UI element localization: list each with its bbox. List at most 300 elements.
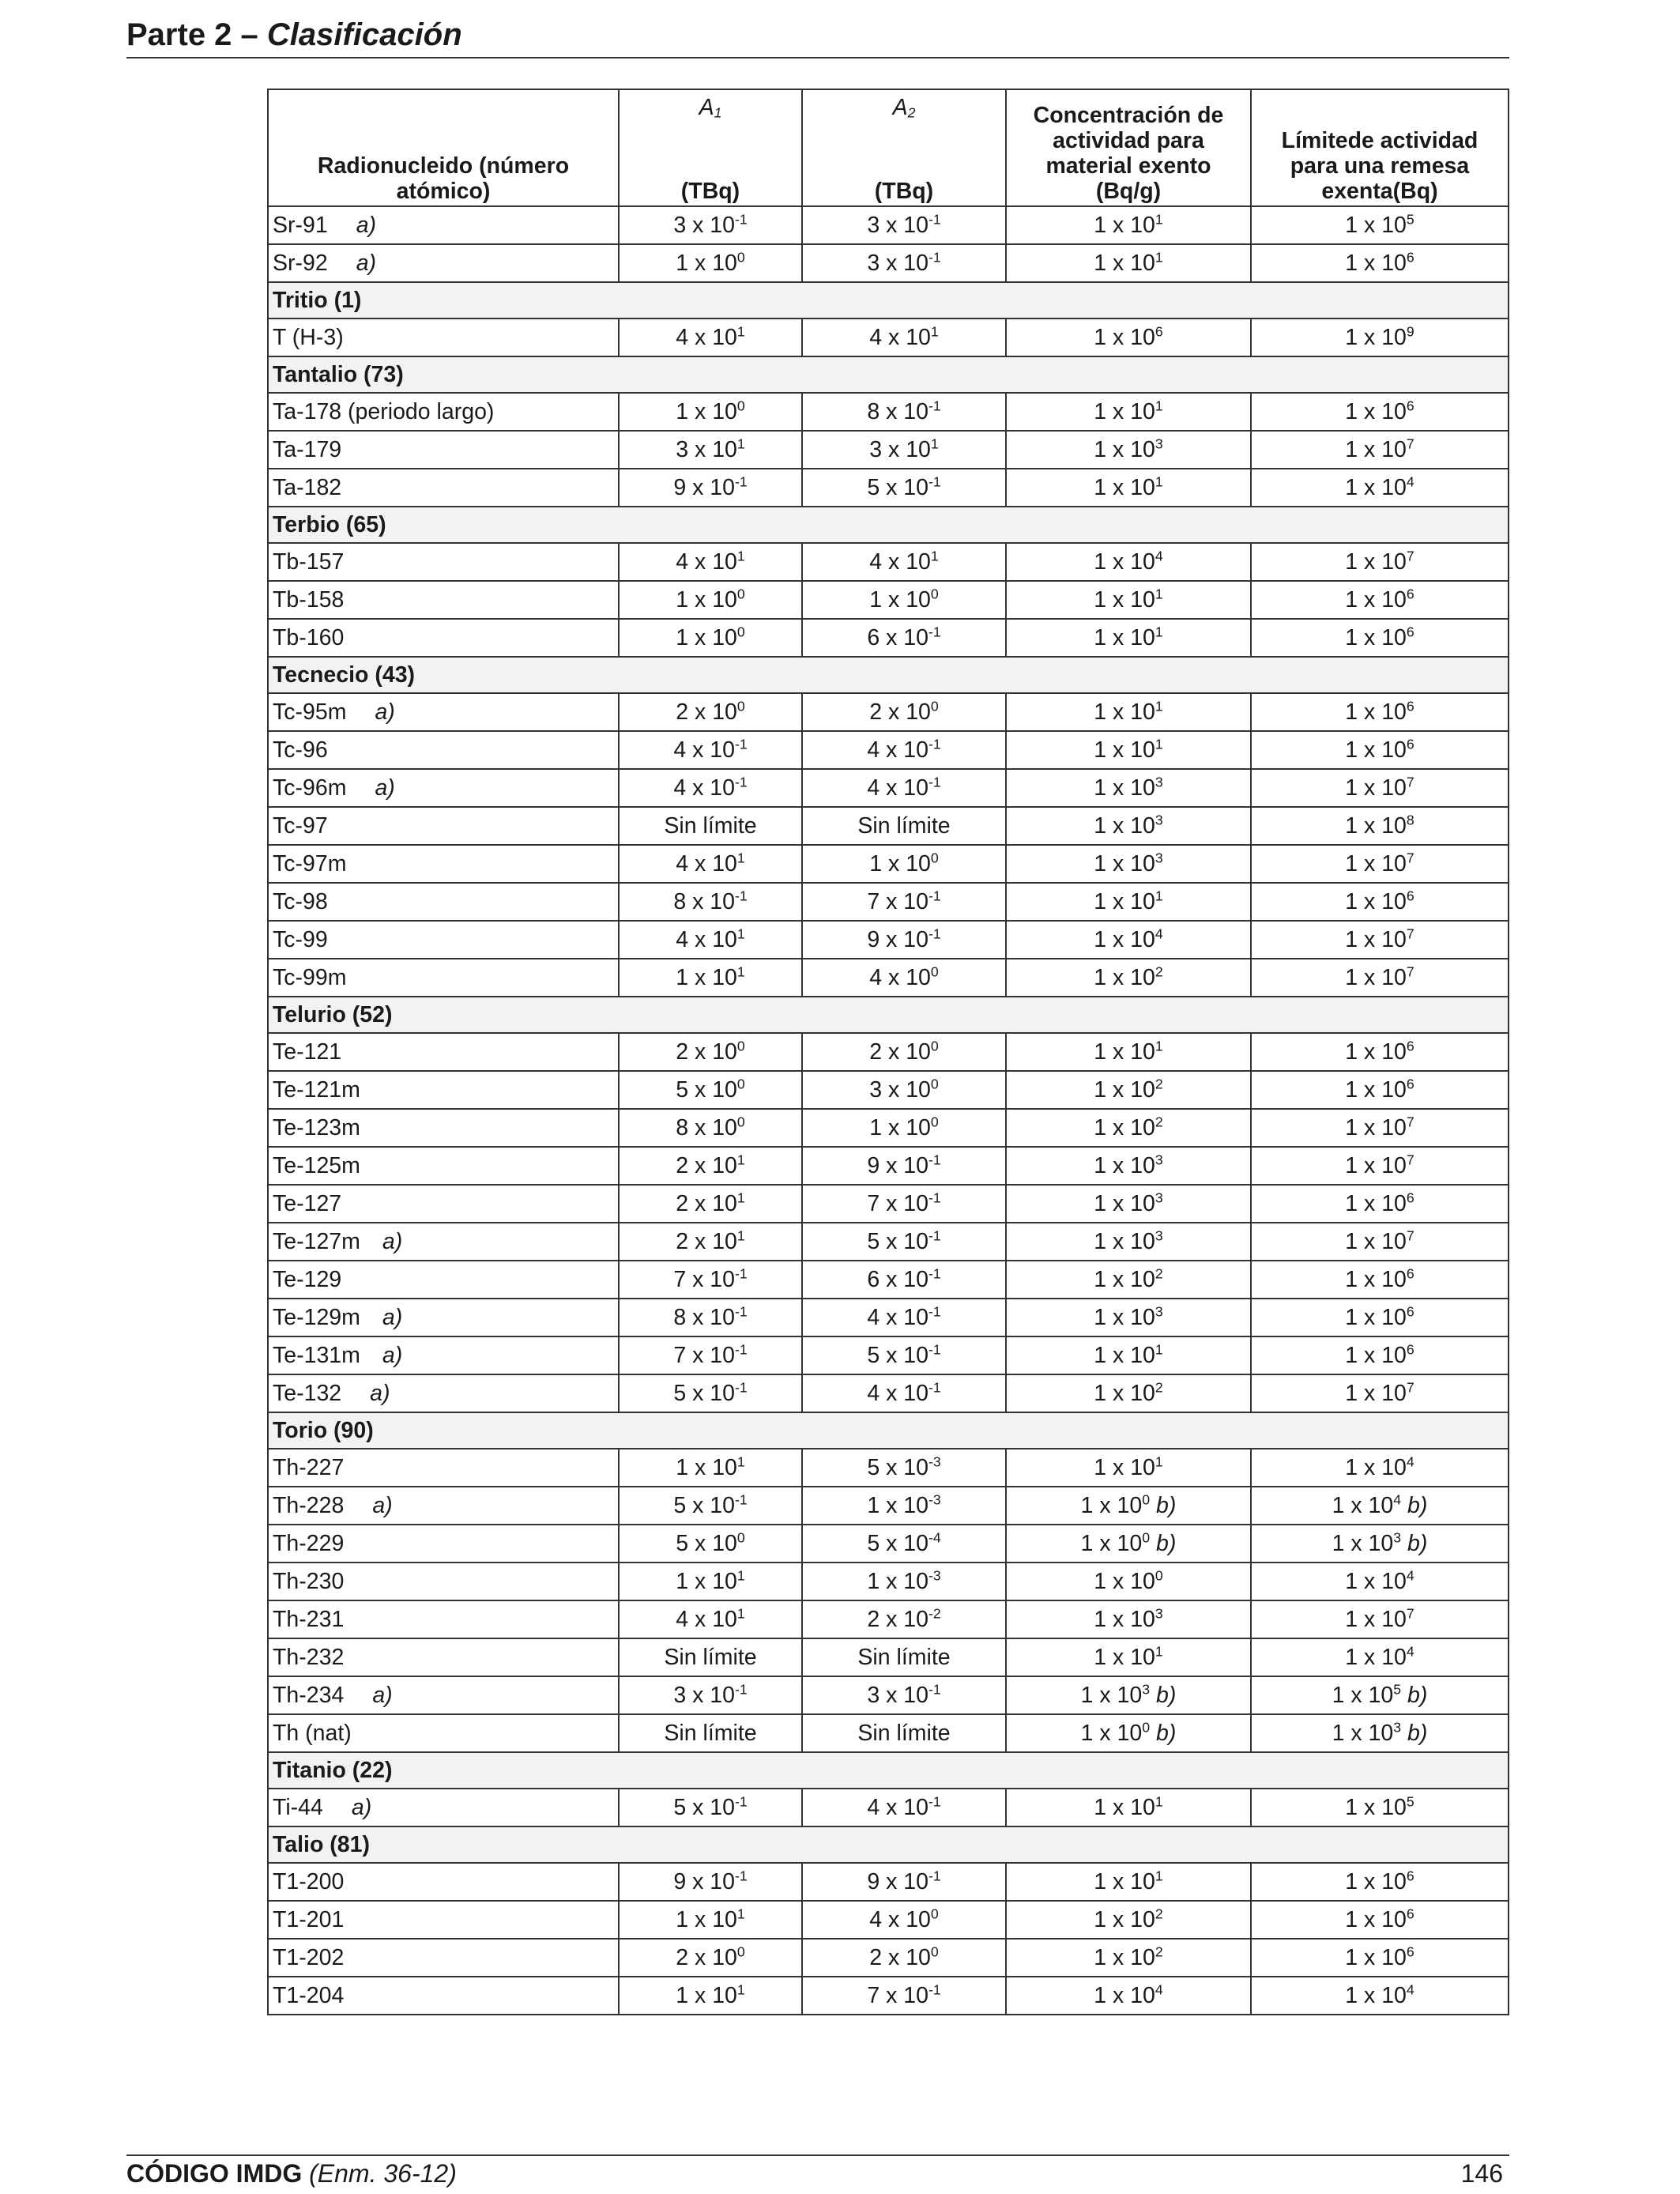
footnote-marker: a)	[382, 1304, 403, 1330]
value-a2	[802, 1525, 1006, 1563]
nuclide-name	[268, 1563, 619, 1600]
nuclide-name	[268, 1449, 619, 1487]
table-row	[268, 244, 1509, 282]
nuclide-name	[268, 883, 619, 921]
value-base: 1 x 10	[1094, 436, 1155, 462]
value-a1	[619, 769, 802, 807]
element-group-row	[268, 356, 1509, 393]
value-a2	[802, 959, 1006, 997]
value-base: 1 x 10	[1094, 324, 1155, 350]
value-exponent: 0	[930, 1905, 939, 1921]
value-base: Sin límite	[664, 1720, 757, 1746]
value-exponent: 6	[1406, 1905, 1414, 1921]
value-base: 9 x 10	[867, 1868, 929, 1894]
value-exponent: 0	[930, 1075, 939, 1091]
value-base: 1 x 10	[1094, 212, 1155, 238]
value-base: 4 x 10	[869, 1906, 931, 1932]
value-a1	[619, 883, 802, 921]
value-lim	[1251, 1299, 1509, 1336]
value-base: 1 x 10	[1332, 1682, 1394, 1708]
value-a2	[802, 1600, 1006, 1638]
value-exponent: 2	[1155, 1265, 1163, 1281]
value-exponent: 1	[736, 849, 745, 865]
value-exponent: 9	[1406, 322, 1414, 339]
value-conc	[1006, 921, 1251, 959]
value-exponent: 1	[736, 435, 745, 451]
value-base: 1 x 10	[1080, 1682, 1143, 1708]
value-exponent: 4	[1155, 1981, 1163, 1997]
value-base: 2 x 10	[676, 1228, 737, 1254]
nuclide-name	[268, 431, 619, 469]
value-exponent: 0	[736, 1113, 745, 1129]
value-base: 1 x 10	[1094, 1114, 1155, 1140]
value-conc	[1006, 1185, 1251, 1223]
page-number: 146	[1460, 2159, 1503, 2188]
table-row	[268, 431, 1509, 469]
value-exponent: 4	[1406, 1981, 1414, 1997]
value-exponent: 3	[1142, 1680, 1151, 1697]
value-exponent: 1	[736, 1566, 745, 1583]
nuclide-name	[268, 1789, 619, 1826]
value-base: 2 x 10	[676, 1152, 737, 1178]
value-exponent: 3	[1155, 773, 1163, 790]
value-base: 1 x 10	[1094, 1380, 1155, 1406]
value-a2	[802, 1223, 1006, 1261]
value-a2	[802, 1185, 1006, 1223]
nuclide-label: Te-125m	[273, 1152, 360, 1178]
value-exponent: 1	[930, 435, 939, 451]
nuclide-label: Sr-92	[273, 250, 328, 276]
nuclide-name	[268, 693, 619, 731]
value-exponent: -1	[734, 1491, 748, 1507]
value-a1	[619, 1071, 802, 1109]
footnote-marker: b)	[1401, 1530, 1428, 1556]
value-exponent: 6	[1406, 887, 1414, 903]
value-base: 1 x 10	[676, 1568, 737, 1594]
value-exponent: 3	[1155, 1227, 1163, 1243]
value-exponent: 5	[1406, 1793, 1414, 1809]
table-row	[268, 769, 1509, 807]
value-base: 8 x 10	[867, 398, 929, 424]
table-row	[268, 1374, 1509, 1412]
value-exponent: 6	[1406, 697, 1414, 714]
value-base: 1 x 10	[1094, 1454, 1155, 1480]
nuclide-label: Tc-96m	[273, 775, 347, 801]
nuclide-name	[268, 1714, 619, 1752]
value-base: 7 x 10	[673, 1342, 735, 1368]
value-base: 1 x 10	[869, 586, 931, 613]
value-base: 3 x 10	[867, 1682, 929, 1708]
value-exponent: 7	[1406, 1604, 1414, 1621]
value-base: 1 x 10	[1094, 1228, 1155, 1254]
value-exponent: 7	[1406, 773, 1414, 790]
nuclide-name	[268, 1863, 619, 1901]
value-base: 1 x 10	[1080, 1720, 1143, 1746]
value-exponent: 6	[1406, 735, 1414, 752]
nuclide-name	[268, 1487, 619, 1525]
value-base: 1 x 10	[1345, 1039, 1407, 1065]
value-base: 1 x 10	[676, 1454, 737, 1480]
value-base: 5 x 10	[673, 1380, 735, 1406]
value-a2	[802, 244, 1006, 282]
value-base: 5 x 10	[673, 1492, 735, 1518]
value-base: 1 x 10	[1094, 1266, 1155, 1292]
value-a1	[619, 807, 802, 845]
value-base: 4 x 10	[676, 1606, 737, 1632]
value-exponent: -1	[928, 1151, 941, 1167]
value-a2	[802, 921, 1006, 959]
nuclide-label: Tc-97m	[273, 850, 347, 876]
value-lim	[1251, 469, 1509, 507]
value-base: 7 x 10	[673, 1266, 735, 1292]
value-a2	[802, 769, 1006, 807]
table-row	[268, 1147, 1509, 1185]
footnote-marker: b)	[1150, 1720, 1177, 1746]
value-exponent: -1	[928, 925, 941, 941]
nuclide-name	[268, 1071, 619, 1109]
nuclide-label: Sr-91	[273, 212, 328, 238]
value-base: 5 x 10	[676, 1076, 737, 1103]
value-base: 3 x 10	[676, 436, 737, 462]
value-base: 2 x 10	[676, 1190, 737, 1216]
value-base: 1 x 10	[1345, 1304, 1407, 1330]
value-base: Sin límite	[857, 1644, 951, 1670]
value-a2	[802, 619, 1006, 657]
value-base: 4 x 10	[676, 850, 737, 876]
value-a2	[802, 1147, 1006, 1185]
value-exponent: 2	[1155, 1905, 1163, 1921]
value-exponent: 7	[1406, 1151, 1414, 1167]
value-a1	[619, 1449, 802, 1487]
value-base: 1 x 10	[1345, 812, 1407, 839]
value-exponent: 3	[1155, 1302, 1163, 1319]
value-exponent: 0	[1142, 1529, 1151, 1545]
value-a2	[802, 1033, 1006, 1071]
value-conc	[1006, 807, 1251, 845]
element-group-label: Titanio (22)	[268, 1752, 1509, 1789]
value-exponent: 7	[1406, 1113, 1414, 1129]
value-a1	[619, 1299, 802, 1336]
value-exponent: 7	[1406, 547, 1414, 564]
footnote-marker: a)	[375, 699, 395, 725]
value-lim	[1251, 959, 1509, 997]
value-conc	[1006, 1487, 1251, 1525]
value-base: 2 x 10	[676, 1944, 737, 1970]
value-base: 1 x 10	[1345, 1342, 1407, 1368]
value-base: 1 x 10	[1345, 888, 1407, 914]
value-lim	[1251, 1374, 1509, 1412]
value-base: 1 x 10	[1345, 1152, 1407, 1178]
element-group-label: Tecnecio (43)	[268, 657, 1509, 693]
nuclide-name	[268, 393, 619, 431]
value-base: 1 x 10	[1345, 474, 1407, 500]
value-a1	[619, 693, 802, 731]
value-exponent: -1	[928, 473, 941, 489]
value-a2	[802, 431, 1006, 469]
nuclide-name	[268, 845, 619, 883]
nuclide-label: Th-229	[273, 1530, 345, 1556]
table-row	[268, 1449, 1509, 1487]
value-a1	[619, 319, 802, 356]
value-a1	[619, 1487, 802, 1525]
value-conc	[1006, 206, 1251, 244]
value-conc	[1006, 1336, 1251, 1374]
footnote-marker: b)	[1401, 1682, 1428, 1708]
value-a1	[619, 431, 802, 469]
nuclide-label: T1-200	[273, 1868, 345, 1894]
value-conc	[1006, 1638, 1251, 1676]
value-a2	[802, 1261, 1006, 1299]
value-a2	[802, 1901, 1006, 1939]
value-base: 1 x 10	[1345, 850, 1407, 876]
value-lim	[1251, 1261, 1509, 1299]
value-conc	[1006, 1789, 1251, 1826]
value-base: 1 x 10	[1094, 1152, 1155, 1178]
value-base: 1 x 10	[1094, 964, 1155, 990]
element-group-label: Tantalio (73)	[268, 356, 1509, 393]
value-a2	[802, 1939, 1006, 1977]
value-base: 4 x 10	[676, 926, 737, 952]
value-exponent: -1	[928, 1265, 941, 1281]
value-lim	[1251, 845, 1509, 883]
value-base: 4 x 10	[676, 548, 737, 575]
nuclide-label: Th (nat)	[273, 1720, 352, 1746]
nuclide-name	[268, 1374, 619, 1412]
value-exponent: 4	[1393, 1491, 1402, 1507]
value-exponent: 0	[930, 585, 939, 601]
value-base: 8 x 10	[676, 1114, 737, 1140]
nuclide-label: Tc-97	[273, 812, 328, 839]
value-exponent: -2	[928, 1604, 941, 1621]
footnote-marker: a)	[382, 1228, 403, 1254]
value-base: 1 x 10	[1345, 1794, 1407, 1820]
value-exponent: 3	[1155, 1151, 1163, 1167]
value-a1	[619, 1676, 802, 1714]
value-conc	[1006, 1299, 1251, 1336]
value-exponent: 0	[1142, 1491, 1151, 1507]
value-base: 1 x 10	[1094, 586, 1155, 613]
col-exempt-concentration: Concentración de actividad para material exento (Bq/g)	[1006, 89, 1251, 206]
value-base: 1 x 10	[1345, 1982, 1407, 2008]
value-base: 1 x 10	[1345, 775, 1407, 801]
value-base: 1 x 10	[1345, 548, 1407, 575]
value-exponent: 1	[1155, 1642, 1163, 1659]
value-exponent: 7	[1406, 925, 1414, 941]
value-exponent: 1	[1155, 623, 1163, 639]
value-exponent: 0	[1142, 1718, 1151, 1735]
value-exponent: -1	[928, 773, 941, 790]
value-base: 4 x 10	[869, 964, 931, 990]
value-exponent: 1	[736, 547, 745, 564]
value-base: 1 x 10	[1094, 888, 1155, 914]
nuclide-name	[268, 1147, 619, 1185]
nuclide-name	[268, 1901, 619, 1939]
value-base: 1 x 10	[1094, 398, 1155, 424]
value-a1	[619, 393, 802, 431]
page-footer	[126, 2154, 1509, 2191]
value-base: Sin límite	[664, 812, 757, 839]
value-base: 1 x 10	[1094, 1304, 1155, 1330]
table-row	[268, 1863, 1509, 1901]
value-base: 1 x 10	[1345, 436, 1407, 462]
footnote-marker: b)	[1401, 1492, 1428, 1518]
value-exponent: 1	[736, 925, 745, 941]
value-exponent: 3	[1155, 1189, 1163, 1205]
nuclide-name	[268, 1676, 619, 1714]
value-a1	[619, 1261, 802, 1299]
value-conc	[1006, 693, 1251, 731]
value-exponent: 3	[1155, 435, 1163, 451]
value-lim	[1251, 1714, 1509, 1752]
value-a1	[619, 1977, 802, 2015]
value-exponent: 2	[1155, 963, 1163, 979]
value-base: 8 x 10	[673, 1304, 735, 1330]
nuclide-label: Th-230	[273, 1568, 345, 1594]
value-base: 3 x 10	[869, 1076, 931, 1103]
value-exponent: -1	[734, 773, 748, 790]
value-lim	[1251, 1525, 1509, 1563]
nuclide-label: Te-127	[273, 1190, 342, 1216]
value-conc	[1006, 393, 1251, 431]
section-title: Clasificación	[266, 17, 462, 52]
value-lim	[1251, 393, 1509, 431]
value-exponent: 4	[1406, 1453, 1414, 1469]
value-base: 1 x 10	[1345, 1944, 1407, 1970]
table-row	[268, 581, 1509, 619]
table-header-row	[268, 89, 1509, 206]
value-conc	[1006, 431, 1251, 469]
page-header	[126, 13, 1509, 58]
value-base: 4 x 10	[867, 737, 929, 763]
value-exponent: 1	[736, 1604, 745, 1621]
value-base: 1 x 10	[1345, 926, 1407, 952]
value-exponent: 0	[736, 585, 745, 601]
value-exponent: -1	[734, 1302, 748, 1319]
value-lim	[1251, 1939, 1509, 1977]
value-base: 5 x 10	[867, 1454, 929, 1480]
nuclide-name	[268, 581, 619, 619]
value-base: 5 x 10	[867, 1228, 929, 1254]
value-base: 1 x 10	[1332, 1530, 1394, 1556]
value-base: 9 x 10	[673, 474, 735, 500]
value-a1	[619, 244, 802, 282]
value-exponent: 7	[1406, 963, 1414, 979]
value-conc	[1006, 1071, 1251, 1109]
value-conc	[1006, 1863, 1251, 1901]
table-row	[268, 1563, 1509, 1600]
part-label: Parte 2 –	[126, 17, 267, 52]
value-a2	[802, 1638, 1006, 1676]
nuclide-label: Te-121	[273, 1039, 342, 1065]
value-exponent: 1	[1155, 697, 1163, 714]
value-a1	[619, 1033, 802, 1071]
value-a2	[802, 693, 1006, 731]
value-base: 2 x 10	[676, 1039, 737, 1065]
value-base: 1 x 10	[1345, 1266, 1407, 1292]
value-exponent: 1	[1155, 1793, 1163, 1809]
value-a2	[802, 393, 1006, 431]
table-row	[268, 543, 1509, 581]
footer-edition: (Enm. 36-12)	[309, 2159, 457, 2188]
value-a1	[619, 543, 802, 581]
value-base: 1 x 10	[1094, 1039, 1155, 1065]
nuclide-name	[268, 1525, 619, 1563]
value-exponent: 2	[1155, 1378, 1163, 1395]
value-base: 1 x 10	[1345, 699, 1407, 725]
value-lim	[1251, 1223, 1509, 1261]
value-lim	[1251, 1071, 1509, 1109]
value-exponent: 8	[1406, 811, 1414, 827]
value-a2	[802, 1374, 1006, 1412]
value-base: 1 x 10	[1345, 1568, 1407, 1594]
table-row	[268, 1487, 1509, 1525]
value-a2	[802, 1449, 1006, 1487]
table-row	[268, 693, 1509, 731]
value-base: 1 x 10	[1094, 1644, 1155, 1670]
value-a2	[802, 883, 1006, 921]
nuclide-name	[268, 319, 619, 356]
value-a2	[802, 319, 1006, 356]
footnote-marker: a)	[372, 1492, 393, 1518]
value-lim	[1251, 1863, 1509, 1901]
value-conc	[1006, 1525, 1251, 1563]
value-exponent: -1	[928, 1981, 941, 1997]
value-exponent: 0	[930, 697, 939, 714]
value-conc	[1006, 845, 1251, 883]
value-exponent: -1	[734, 1340, 748, 1357]
value-exponent: 1	[736, 1151, 745, 1167]
nuclide-label: Tc-99m	[273, 964, 347, 990]
element-group-label: Terbio (65)	[268, 507, 1509, 543]
table-row	[268, 469, 1509, 507]
value-exponent: 7	[1406, 1378, 1414, 1395]
table-row	[268, 1676, 1509, 1714]
value-lim	[1251, 731, 1509, 769]
table-row	[268, 731, 1509, 769]
table-row	[268, 1071, 1509, 1109]
value-base: 2 x 10	[869, 1039, 931, 1065]
value-lim	[1251, 921, 1509, 959]
value-base: 1 x 10	[676, 1982, 737, 2008]
value-lim	[1251, 1977, 1509, 2015]
value-a2	[802, 1863, 1006, 1901]
value-a2	[802, 807, 1006, 845]
value-exponent: 6	[1406, 1943, 1414, 1959]
value-exponent: -1	[928, 248, 941, 265]
value-a1	[619, 469, 802, 507]
value-exponent: -1	[734, 1793, 748, 1809]
nuclide-label: Th-234	[273, 1682, 345, 1708]
value-exponent: 0	[736, 397, 745, 413]
nuclide-label: Te-129	[273, 1266, 342, 1292]
value-base: 9 x 10	[673, 1868, 735, 1894]
a1-symbol: $A_1$	[699, 95, 722, 121]
value-exponent: 1	[1155, 1037, 1163, 1054]
value-exponent: 4	[1406, 1642, 1414, 1659]
footnote-marker: b)	[1150, 1530, 1177, 1556]
value-a1	[619, 921, 802, 959]
value-lim	[1251, 769, 1509, 807]
value-lim	[1251, 1638, 1509, 1676]
value-base: 2 x 10	[676, 699, 737, 725]
value-exponent: 1	[736, 1453, 745, 1469]
table-row	[268, 1223, 1509, 1261]
value-lim	[1251, 1033, 1509, 1071]
value-exponent: 6	[1406, 1340, 1414, 1357]
nuclide-label: Te-121m	[273, 1076, 360, 1103]
value-exponent: 1	[1155, 248, 1163, 265]
value-lim	[1251, 1901, 1509, 1939]
